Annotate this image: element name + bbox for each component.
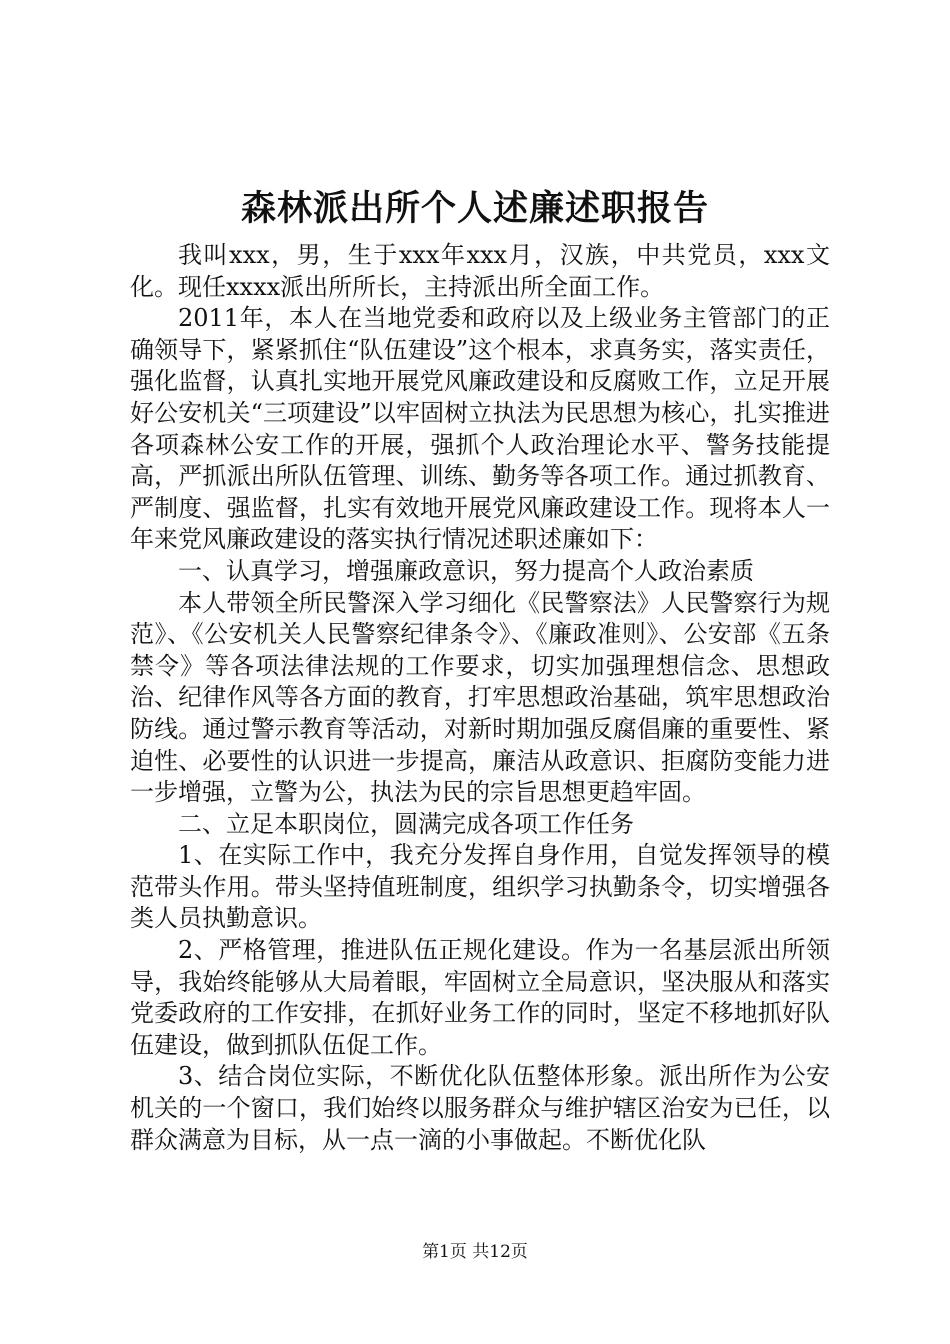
paragraph-study: 本人带领全所民警深入学习细化《民警察法》人民警察行为规范》、《公安机关人民警察纪律条令》、《廉政准则》、公安部《五条禁令》等各项法律法规的工作要求，切实加强理想信念、思想政治、纪律作风等各方面的教育，打牢思想政治基础，筑牢思想政治防线。通过警示教育等活动，对新时期加强反腐倡廉的重要性、紧迫性、必要性的认识进一步提高，廉洁从政意识、拒腐防变能力进一步增强，立警为公，执法为民的宗旨思想更趋牢固。 [130,588,830,807]
document-title: 森林派出所个人述廉述职报告 [240,188,709,229]
section-heading-2: 二、立足本职岗位，圆满完成各项工作任务 [178,809,634,838]
page-footer: 第1页 共12页 [422,1242,528,1262]
paragraph-overview: 2011年，本人在当地党委和政府以及上级业务主管部门的正确领导下，紧紧抓住“队伍建设”这个根本，求真务实，落实责任，强化监督，认真扎实地开展党风廉政建设和反腐败工作，立足开展好公安机关“三项建设”以牢固树立执法为民思想为核心，扎实推进各项森林公安工作的开展，强抓个人政治理论水平、警务技能提高，严抓派出所队伍管理、训练、勤务等各项工作。通过抓教育、严制度、强监督，扎实有效地开展党风廉政建设工作。现将本人一年来党风廉政建设的落实执行情况述职述廉如下： [130,304,830,554]
section-heading-1: 一、认真学习，增强廉政意识，努力提高个人政治素质 [178,556,754,585]
paragraph-intro: 我叫xxx，男，生于xxx年xxx月，汉族，中共党员，xxx文化。现任xxxx派出所所长，主持派出所全面工作。 [130,241,830,301]
paragraph-item-3: 3、结合岗位实际，不断优化队伍整体形象。派出所作为公安机关的一个窗口，我们始终以服务群众与维护辖区治安为已任，以群众满意为目标，从一点一滴的小事做起。不断优化队 [130,1062,830,1154]
paragraph-item-1: 1、在实际工作中，我充分发挥自身作用，自觉发挥领导的模范带头作用。带头坚持值班制度，组织学习执勤条令，切实增强各类人员执勤意识。 [130,841,830,933]
paragraph-item-2: 2、严格管理，推进队伍正规化建设。作为一名基层派出所领导，我始终能够从大局着眼，牢固树立全局意识，坚决服从和落实党委政府的工作安排，在抓好业务工作的同时，坚定不移地抓好队伍建设，做到抓队伍促工作。 [130,936,830,1059]
document-body [130,240,830,1156]
